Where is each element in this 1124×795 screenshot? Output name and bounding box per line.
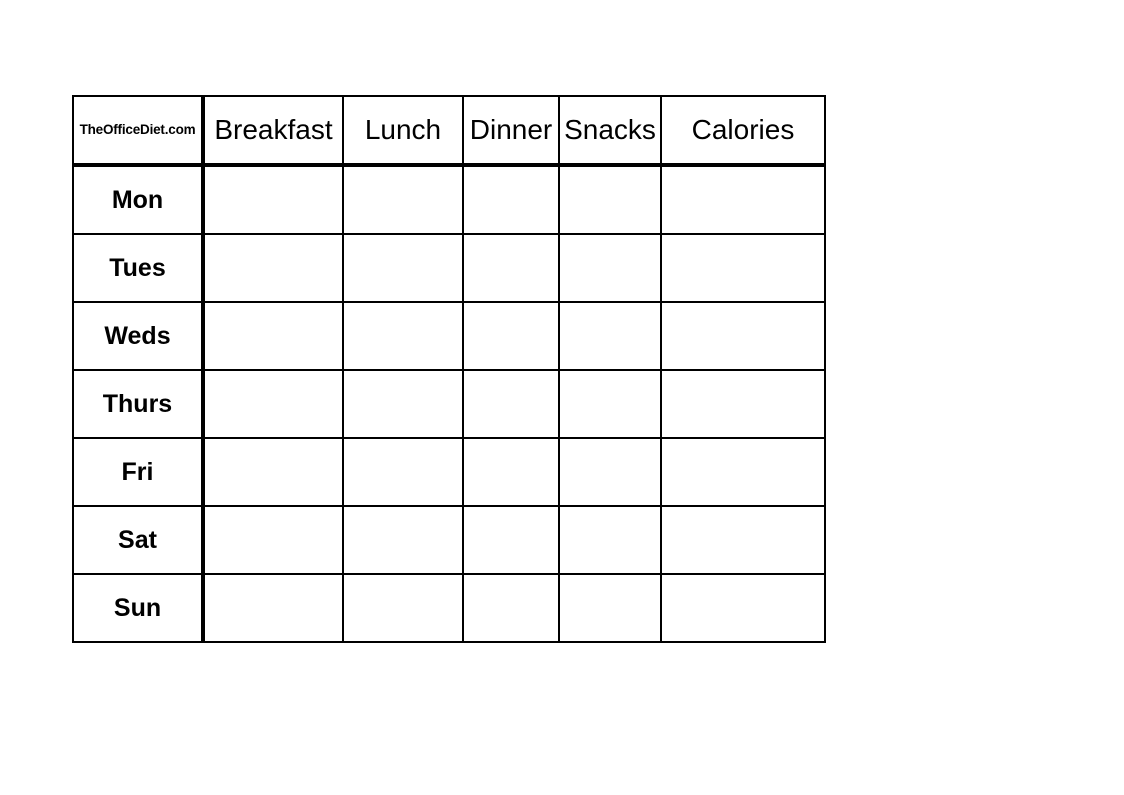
cell-thurs-lunch[interactable] <box>343 370 463 438</box>
cell-value <box>205 235 342 253</box>
cell-weds-calories[interactable] <box>661 302 825 370</box>
cell-fri-dinner[interactable] <box>463 438 559 506</box>
table-row <box>73 438 825 506</box>
cell-value <box>464 235 558 253</box>
table-row <box>73 574 825 642</box>
cell-tues-lunch[interactable] <box>343 234 463 302</box>
row-header-label: Fri <box>121 457 154 486</box>
table-row <box>73 165 825 234</box>
row-header-label: Mon <box>111 185 164 214</box>
cell-value <box>662 235 824 253</box>
row-header-label: Sat <box>118 525 157 554</box>
cell-value <box>662 439 824 457</box>
row-header-weds <box>73 302 203 370</box>
table-row <box>73 234 825 302</box>
cell-value <box>464 371 558 389</box>
cell-value <box>662 507 824 525</box>
cell-value <box>560 439 660 457</box>
column-header-dinner <box>463 96 559 165</box>
row-header-mon <box>73 165 203 234</box>
column-header-label: Calories <box>691 114 795 145</box>
cell-fri-calories[interactable] <box>661 438 825 506</box>
cell-value <box>560 507 660 525</box>
cell-thurs-snacks[interactable] <box>559 370 661 438</box>
cell-tues-snacks[interactable] <box>559 234 661 302</box>
table-row <box>73 302 825 370</box>
cell-value <box>464 507 558 525</box>
cell-sun-dinner[interactable] <box>463 574 559 642</box>
cell-value <box>662 371 824 389</box>
food-diary-table-wrapper <box>72 95 824 643</box>
row-header-tues <box>73 234 203 302</box>
cell-value <box>464 439 558 457</box>
row-header-label: Sun <box>113 593 162 622</box>
cell-value <box>344 507 462 525</box>
cell-tues-calories[interactable] <box>661 234 825 302</box>
cell-sun-snacks[interactable] <box>559 574 661 642</box>
cell-weds-lunch[interactable] <box>343 302 463 370</box>
cell-thurs-calories[interactable] <box>661 370 825 438</box>
cell-value <box>560 235 660 253</box>
cell-mon-lunch[interactable] <box>343 165 463 234</box>
cell-tues-dinner[interactable] <box>463 234 559 302</box>
cell-value <box>464 303 558 321</box>
cell-value <box>344 235 462 253</box>
cell-value <box>205 575 342 593</box>
cell-fri-lunch[interactable] <box>343 438 463 506</box>
column-header-breakfast <box>203 96 343 165</box>
table-header-row <box>73 96 825 165</box>
column-header-label: Dinner <box>469 114 553 145</box>
cell-thurs-dinner[interactable] <box>463 370 559 438</box>
cell-mon-calories[interactable] <box>661 165 825 234</box>
row-header-sun <box>73 574 203 642</box>
row-header-label: Thurs <box>102 389 173 418</box>
cell-value <box>344 371 462 389</box>
cell-sat-calories[interactable] <box>661 506 825 574</box>
brand-cell <box>73 96 203 165</box>
column-header-label: Breakfast <box>214 114 333 145</box>
cell-mon-snacks[interactable] <box>559 165 661 234</box>
cell-sat-lunch[interactable] <box>343 506 463 574</box>
cell-weds-breakfast[interactable] <box>203 302 343 370</box>
row-header-fri <box>73 438 203 506</box>
cell-value <box>205 507 342 525</box>
cell-value <box>464 575 558 593</box>
row-header-label: Weds <box>104 321 171 350</box>
table-row <box>73 506 825 574</box>
row-header-label: Tues <box>109 253 166 282</box>
cell-value <box>205 439 342 457</box>
weekly-food-diary-table <box>72 95 826 643</box>
cell-sun-lunch[interactable] <box>343 574 463 642</box>
cell-value <box>662 575 824 593</box>
column-header-label: Snacks <box>564 114 656 145</box>
table-row <box>73 370 825 438</box>
cell-value <box>205 371 342 389</box>
column-header-calories <box>661 96 825 165</box>
cell-tues-breakfast[interactable] <box>203 234 343 302</box>
cell-value <box>560 575 660 593</box>
cell-value <box>344 575 462 593</box>
cell-thurs-breakfast[interactable] <box>203 370 343 438</box>
cell-value <box>205 167 342 185</box>
brand-label: TheOfficeDiet.com <box>79 122 196 137</box>
row-header-thurs <box>73 370 203 438</box>
cell-sun-calories[interactable] <box>661 574 825 642</box>
column-header-lunch <box>343 96 463 165</box>
cell-value <box>560 371 660 389</box>
cell-sat-snacks[interactable] <box>559 506 661 574</box>
cell-sun-breakfast[interactable] <box>203 574 343 642</box>
cell-value <box>662 167 824 185</box>
cell-value <box>344 167 462 185</box>
cell-mon-breakfast[interactable] <box>203 165 343 234</box>
cell-value <box>344 303 462 321</box>
row-header-sat <box>73 506 203 574</box>
cell-weds-snacks[interactable] <box>559 302 661 370</box>
cell-value <box>662 303 824 321</box>
column-header-snacks <box>559 96 661 165</box>
cell-value <box>560 303 660 321</box>
cell-mon-dinner[interactable] <box>463 165 559 234</box>
cell-sat-breakfast[interactable] <box>203 506 343 574</box>
cell-sat-dinner[interactable] <box>463 506 559 574</box>
cell-value <box>205 303 342 321</box>
column-header-label: Lunch <box>364 114 442 145</box>
cell-fri-breakfast[interactable] <box>203 438 343 506</box>
cell-weds-dinner[interactable] <box>463 302 559 370</box>
cell-value <box>344 439 462 457</box>
cell-value <box>464 167 558 185</box>
cell-value <box>560 167 660 185</box>
cell-fri-snacks[interactable] <box>559 438 661 506</box>
